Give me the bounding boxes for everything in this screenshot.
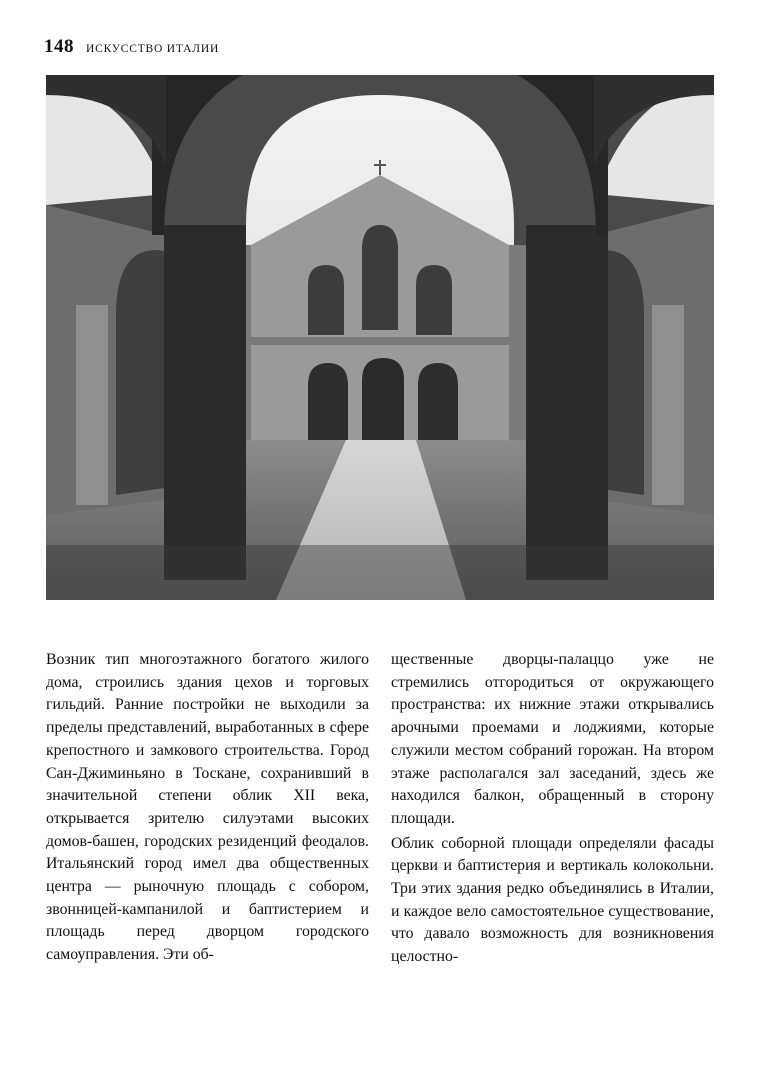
atrium-photograph xyxy=(46,75,714,600)
text-columns xyxy=(46,649,714,969)
paragraph: Облик соборной площади определяли фасады церкви и баптистерия и вертикаль колокольни. Три этих здания редко объединялись в Италии, и каждое вело самостоятельное существование, что давало возможность для возникновения целостно- xyxy=(391,834,714,966)
paragraph: Возник тип многоэтажного богатого жилого дома, строились здания цехов и торговых гильдий. Ранние постройки не выходили за пределы представлений, выработанных в сфере крепостного и замкового строительства. Город Сан-Джиминьяно в Тоскане, сохранивший в значительной степени облик XII века, открывается зрителю силуэтами высоких домов-башен, городских резиденций феодалов. Итальянский город имел два общественных центра — рыночную площадь с собором, звонницей-кампанилой и баптистерием и площадь перед дворцом городского самоуправления. Эти об- xyxy=(46,651,369,964)
photograph-icon xyxy=(46,75,714,600)
text-column-left xyxy=(46,649,369,969)
page-number: 148 xyxy=(44,36,74,57)
text-column-right xyxy=(391,649,714,969)
running-title: ИСКУССТВО ИТАЛИИ xyxy=(86,43,220,55)
paragraph: щественные дворцы-палаццо уже не стремились отгородиться от окружающего пространства: их нижние этажи открывались арочными проемами и лоджиями, которые служили местом собраний горожан. На втором этаже располагался зал заседаний, здесь же находился балкон, обращенный в сторону площади. xyxy=(391,651,714,827)
page-header xyxy=(44,36,219,58)
